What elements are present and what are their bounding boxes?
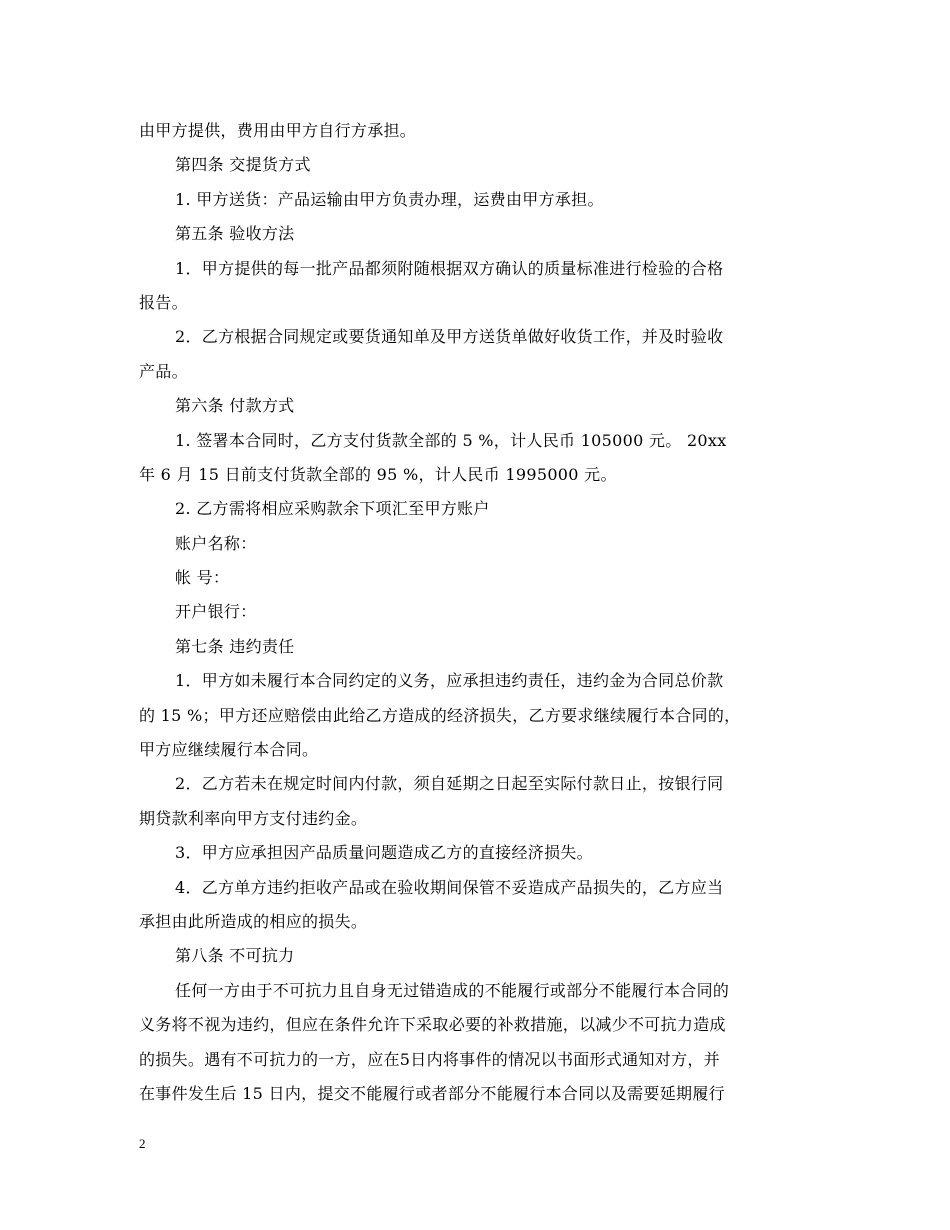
- text-line: 3．甲方应承担因产品质量问题造成乙方的直接经济损失。: [175, 843, 593, 863]
- section-heading-article-4: 第四条 交提货方式: [175, 155, 311, 175]
- text-line: 甲方应继续履行本合同。: [139, 740, 319, 760]
- text-line: 1．甲方提供的每一批产品都须附随根据双方确认的质量标准进行检验的合格: [175, 258, 724, 278]
- text-line: 2. 乙方需将相应采购款余下项汇至甲方账户: [175, 499, 490, 519]
- text-line: 4．乙方单方违约拒收产品或在验收期间保管不妥造成产品损失的，乙方应当: [175, 877, 724, 897]
- text-line: 报告。: [139, 292, 188, 312]
- text-line: 任何一方由于不可抗力且自身无过错造成的不能履行或部分不能履行本合同的: [175, 980, 730, 1000]
- text-line: 2．乙方若未在规定时间内付款，须自延期之日起至实际付款日止，按银行同: [175, 774, 724, 794]
- bank-label: 开户银行：: [175, 602, 257, 622]
- text-line: 承担由此所造成的相应的损失。: [139, 911, 368, 931]
- account-number-label: 帐 号：: [175, 568, 230, 588]
- account-name-label: 账户名称：: [175, 533, 257, 553]
- text-line: 期贷款利率向甲方支付违约金。: [139, 808, 368, 828]
- section-heading-article-6: 第六条 付款方式: [175, 396, 295, 416]
- text-line: 的损失。遇有不可抗力的一方，应在5日内将事件的情况以书面形式通知对方，并: [139, 1049, 720, 1069]
- text-line: 2．乙方根据合同规定或要货通知单及甲方送货单做好收货工作，并及时验收: [175, 327, 724, 347]
- text-line: 年 6 月 15 日前支付货款全部的 95 %，计人民币 1995000 元。: [139, 464, 617, 484]
- page-number: 2: [139, 1136, 146, 1151]
- text-line: 在事件发生后 15 日内，提交不能履行或者部分不能履行本合同以及需要延期履行: [139, 1083, 725, 1103]
- text-line: 产品。: [139, 361, 188, 381]
- text-line: 1. 签署本合同时，乙方支付货款全部的 5 %，计人民币 105000 元。 20xx: [175, 430, 727, 450]
- text-line: 1．甲方如未履行本合同约定的义务，应承担违约责任，违约金为合同总价款: [175, 671, 724, 691]
- section-heading-article-8: 第八条 不可抗力: [175, 946, 295, 966]
- text-line: 义务将不视为违约，但应在条件允许下采取必要的补救措施，以减少不可抗力造成: [139, 1015, 726, 1035]
- text-line: 1. 甲方送货：产品运输由甲方负责办理，运费由甲方承担。: [175, 189, 604, 209]
- section-heading-article-5: 第五条 验收方法: [175, 224, 295, 244]
- text-line: 的 15 %；甲方还应赔偿由此给乙方造成的经济损失，乙方要求继续履行本合同的，: [139, 705, 741, 725]
- section-heading-article-7: 第七条 违约责任: [175, 636, 295, 656]
- text-line: 由甲方提供，费用由甲方自行方承担。: [139, 121, 417, 140]
- document-body: [139, 114, 811, 1111]
